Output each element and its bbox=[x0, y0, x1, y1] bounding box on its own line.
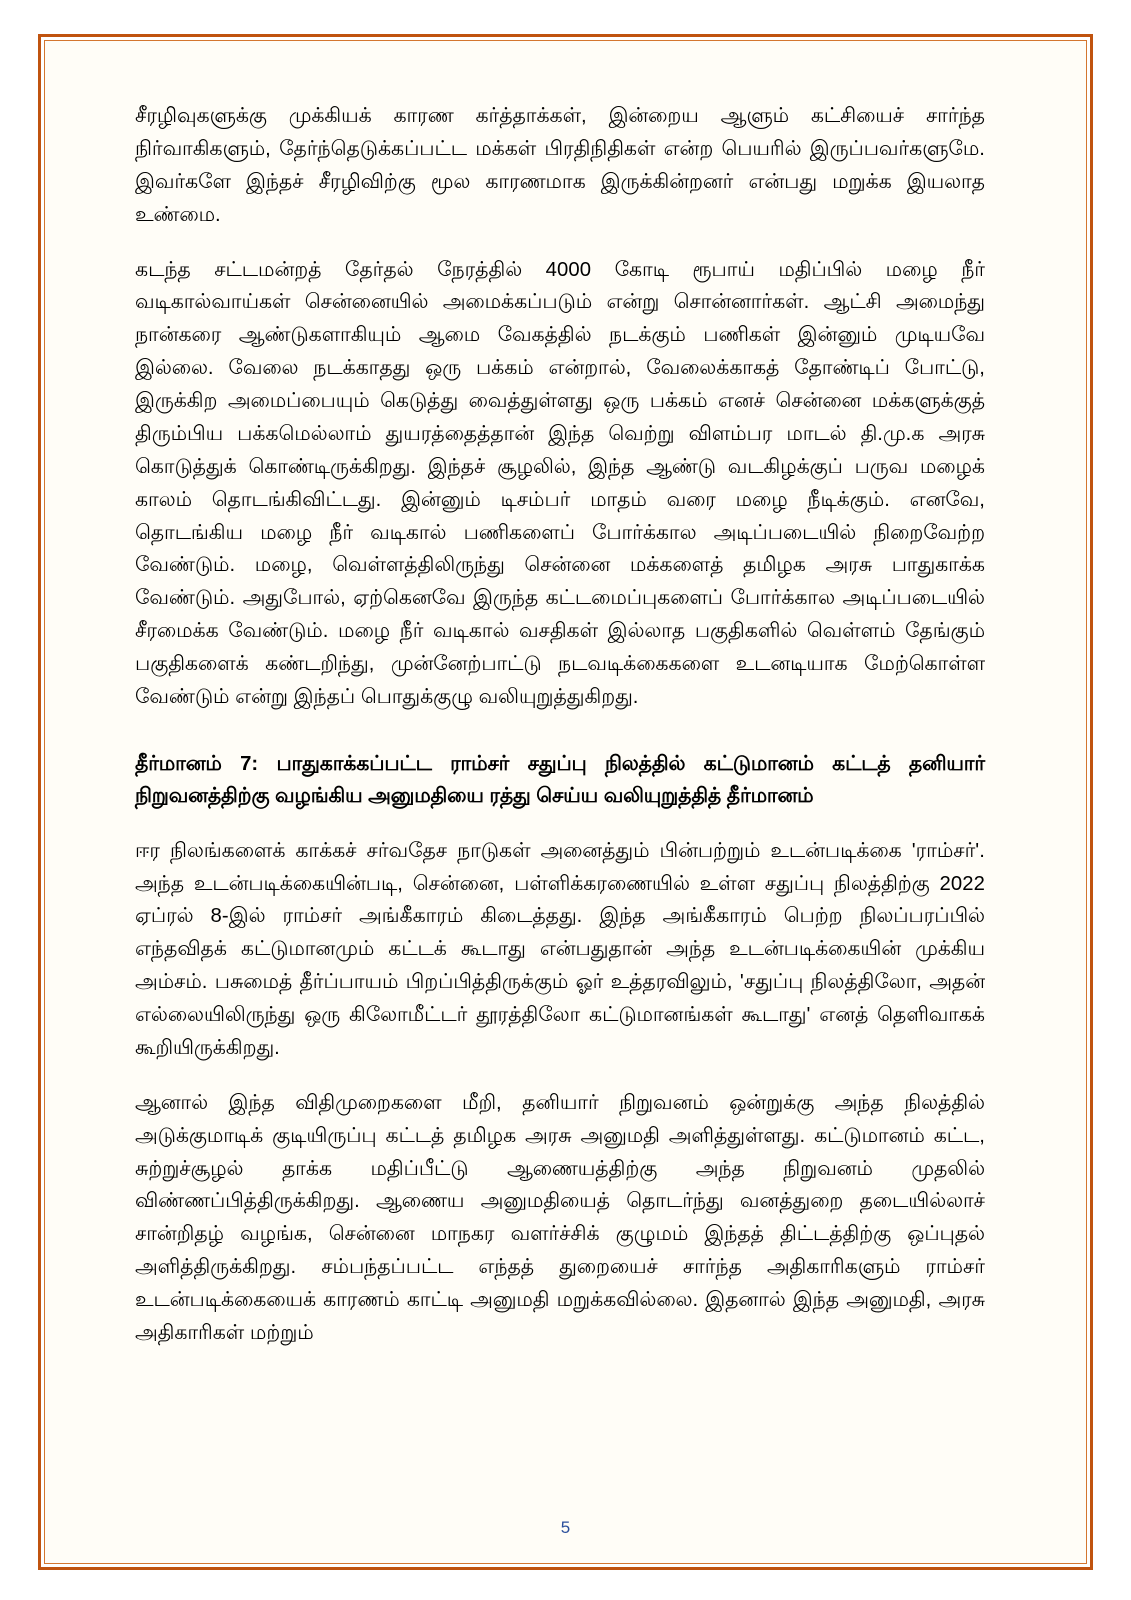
page-content bbox=[135, 100, 985, 1510]
paragraph-2: கடந்த சட்டமன்றத் தேர்தல் நேரத்தில் 4000 கோடி ரூபாய் மதிப்பில் மழை நீர் வடிகால்வாய்கள் சென்னையில் அமைக்கப்படும் என்று சொன்னார்கள். ஆட்சி அமைந்து நான்கரை ஆண்டுகளாகியும் ஆமை வேகத்தில் நடக்கும் பணிகள் இன்னும் முடியவே இல்லை. வேலை நடக்காதது ஒரு பக்கம் என்றால், வேலைக்காகத் தோண்டிப் போட்டு, இருக்கிற அமைப்பையும் கெடுத்து வைத்துள்ளது ஒரு பக்கம் எனச் சென்னை மக்களுக்குத் திரும்பிய பக்கமெல்லாம் துயரத்தைத்தான் இந்த வெற்று விளம்பர மாடல் தி.மு.க அரசு கொடுத்துக் கொண்டிருக்கிறது. இந்தச் சூழலில், இந்த ஆண்டு வடகிழக்குப் பருவ மழைக் காலம் தொடங்கிவிட்டது. இன்னும் டிசம்பர் மாதம் வரை மழை நீடிக்கும். எனவே, தொடங்கிய மழை நீர் வடிகால் பணிகளைப் போர்க்கால அடிப்படையில் நிறைவேற்ற வேண்டும். மழை, வெள்ளத்திலிருந்து சென்னை மக்களைத் தமிழக அரசு பாதுகாக்க வேண்டும். அதுபோல், ஏற்கெனவே இருந்த கட்டமைப்புகளைப் போர்க்கால அடிப்படையில் சீரமைக்க வேண்டும். மழை நீர் வடிகால் வசதிகள் இல்லாத பகுதிகளில் வெள்ளம் தேங்கும் பகுதிகளைக் கண்டறிந்து, முன்னேற்பாட்டு நடவடிக்கைகளை உடனடியாக மேற்கொள்ள வேண்டும் என்று இந்தப் பொதுக்குழு வலியுறுத்துகிறது. bbox=[135, 258, 985, 708]
resolution-heading: தீர்மானம் 7: பாதுகாக்கப்பட்ட ராம்சர் சதுப்பு நிலத்தில் கட்டுமானம் கட்டத் தனியார் நிறுவனத்திற்கு வழங்கிய அனுமதியை ரத்து செய்ய வலியுறுத்தித் தீர்மானம் bbox=[135, 752, 985, 808]
paragraph-1: சீரழிவுகளுக்கு முக்கியக் காரண கர்த்தாக்கள், இன்றைய ஆளும் கட்சியைச் சார்ந்த நிர்வாகிகளும், தேர்ந்தெடுக்கப்பட்ட மக்கள் பிரதிநிதிகள் என்ற பெயரில் இருப்பவர்களுமே. இவர்களே இந்தச் சீரழிவிற்கு மூல காரணமாக இருக்கின்றனர் என்பது மறுக்க இயலாத உண்மை. bbox=[135, 105, 985, 226]
resolution-paragraph-2: ஆனால் இந்த விதிமுறைகளை மீறி, தனியார் நிறுவனம் ஒன்றுக்கு அந்த நிலத்தில் அடுக்குமாடிக் குடியிருப்பு கட்டத் தமிழக அரசு அனுமதி அளித்துள்ளது. கட்டுமானம் கட்ட, சுற்றுச்சூழல் தாக்க மதிப்பீட்டு ஆணையத்திற்கு அந்த நிறுவனம் முதலில் விண்ணப்பித்திருக்கிறது. ஆணைய அனுமதியைத் தொடர்ந்து வனத்துறை தடையில்லாச் சான்றிதழ் வழங்க, சென்னை மாநகர வளர்ச்சிக் குழுமம் இந்தத் திட்டத்திற்கு ஒப்புதல் அளித்திருக்கிறது. சம்பந்தப்பட்ட எந்தத் துறையைச் சார்ந்த அதிகாரிகளும் ராம்சர் உடன்படிக்கையைக் காரணம் காட்டி அனுமதி மறுக்கவில்லை. இதனால் இந்த அனுமதி, அரசு அதிகாரிகள் மற்றும் bbox=[135, 1091, 985, 1344]
resolution-paragraph-1: ஈர நிலங்களைக் காக்கச் சர்வதேச நாடுகள் அனைத்தும் பின்பற்றும் உடன்படிக்கை 'ராம்சர்'. அந்த உடன்படிக்கையின்படி, சென்னை, பள்ளிக்கரணையில் உள்ள சதுப்பு நிலத்திற்கு 2022 ஏப்ரல் 8-இல் ராம்சர் அங்கீகாரம் கிடைத்தது. இந்த அங்கீகாரம் பெற்ற நிலப்பரப்பில் எந்தவிதக் கட்டுமானமும் கட்டக் கூடாது என்பதுதான் அந்த உடன்படிக்கையின் முக்கிய அம்சம். பசுமைத் தீர்ப்பாயம் பிறப்பித்திருக்கும் ஓர் உத்தரவிலும், 'சதுப்பு நிலத்திலோ, அதன் எல்லையிலிருந்து ஒரு கிலோமீட்டர் தூரத்திலோ கட்டுமானங்கள் கூடாது' எனத் தெளிவாகக் கூறியிருக்கிறது. bbox=[135, 839, 985, 1059]
page-number: 5 bbox=[560, 1518, 571, 1537]
